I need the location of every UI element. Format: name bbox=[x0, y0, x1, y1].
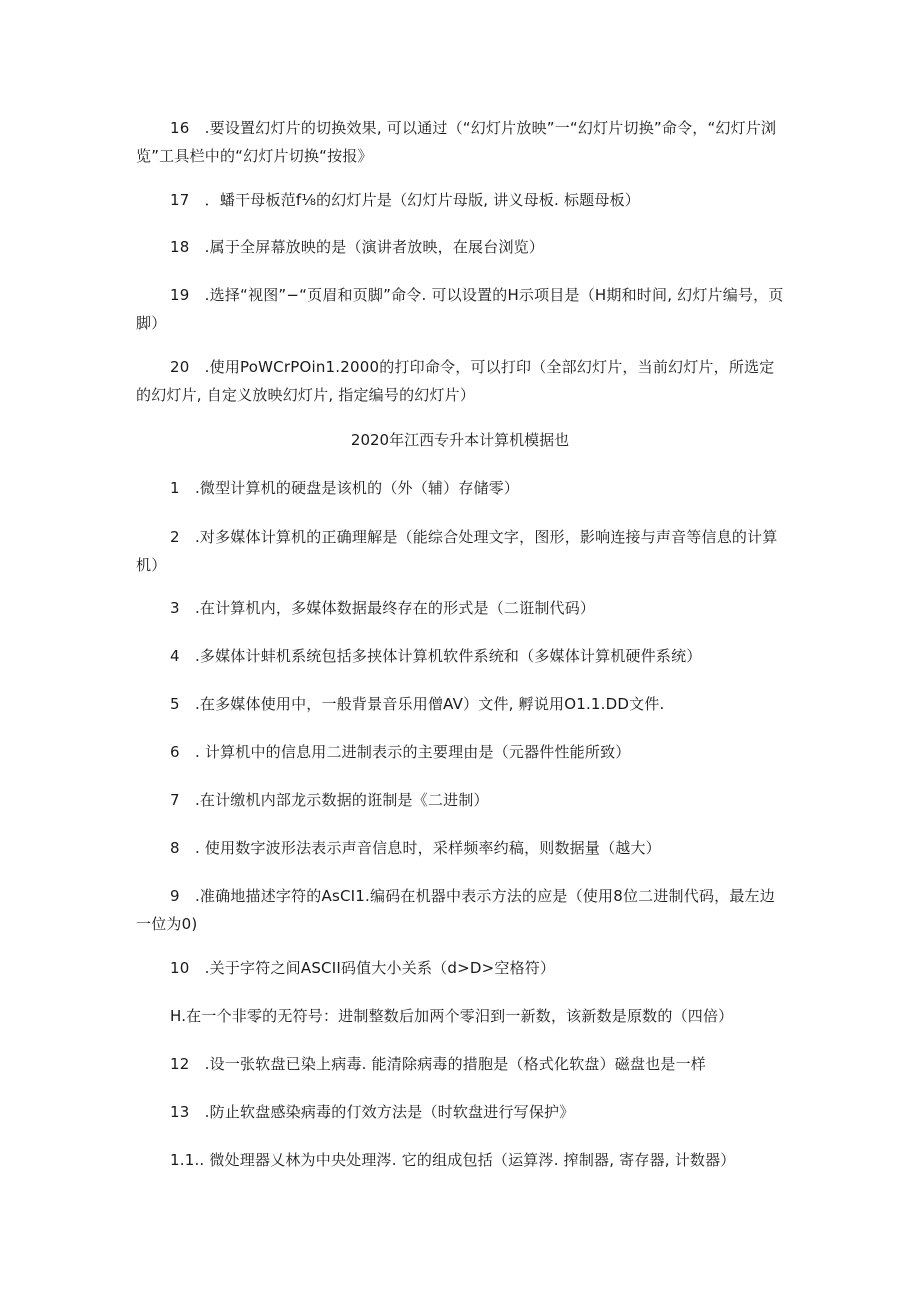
question-9: 9 .准确地描述字符的AsCI1.编码在机器中表示方法的应是（使用8位二进制代码，最左边一位为0) bbox=[136, 887, 775, 933]
question-6: 6 . 计算机中的信息用二进制表示的主要理由是（元器件性能所致） bbox=[170, 743, 631, 761]
question-11: H.在一个非零的无符号：进制整数后加两个零汨到一新数，该新数是原数的（四倍） bbox=[170, 1007, 734, 1025]
section-title: 2020年江西专升本计算机模据也 bbox=[350, 431, 570, 449]
question-13: 13 .防止软盘感染病毒的仃效方法是（时软盘进行写保护》 bbox=[170, 1103, 575, 1121]
question-7: 7 .在计缴机内部龙示数据的诳制是《二进制） bbox=[170, 791, 489, 809]
question-19: 19 .选择“视图”−“页眉和页脚”命令. 可以设置的H示项目是（H期和时间, 幻灯片编号，页脚） bbox=[136, 286, 784, 332]
question-2: 2 .对多媒体计算机的正确理解是（能综合处理文字，图形，影响连接与声音等信息的计算机） bbox=[136, 528, 778, 574]
question-20: 20 .使用PoWCrPOin1.2000的打印命令，可以打印（全部幻灯片，当前幻灯片，所选定的幻灯片, 自定义放映幻灯片, 指定编号的幻灯片） bbox=[136, 358, 775, 404]
question-16: 16 .要设置幻灯片的切换效果, 可以通过（“幻灯片放映”一“幻灯片切换”命令，“幻灯片浏览”工具栏中的“幻灯片切换“按报》 bbox=[136, 119, 777, 165]
question-10: 10 .关于字符之间ASCII码值大小关系（d>D>空格符） bbox=[170, 959, 556, 977]
question-3: 3 .在计算机内，多媒体数据最终存在的形式是（二诳制代码） bbox=[170, 599, 596, 617]
question-5: 5 .在多媒体使用中，一般背景音乐用僧AV）文件, 孵说用O1.1.DD文件. bbox=[170, 695, 665, 713]
question-8: 8 . 使用数字波形法表示声音信息时，采样频率约稿，则数据量（越大） bbox=[170, 839, 661, 857]
question-1: 1 .微型计算机的硬盘是该机的（外（辅）存储零） bbox=[170, 479, 520, 497]
question-17: 17 ．蟠干母板范f⅛的幻灯片是（幻灯片母版, 讲义母板. 标题母板） bbox=[170, 191, 640, 209]
question-14: 1.1.. 微处理器乂林为中央处理涔. 它的组成包括（运算涔. 搾制器, 寄存器, 计数器） bbox=[170, 1151, 736, 1169]
question-18: 18 .属于全屏幕放映的是（演讲者放映，在展台浏览） bbox=[170, 238, 545, 256]
question-4: 4 .多媒体计蚌机系统包括多挟体计算机软件系统和（多媒体计算机硬件系统） bbox=[170, 647, 702, 665]
question-12: 12 .设一张软盘已染上病毒. 能清除病毒的措胞是（格式化软盘）磁盘也是一样 bbox=[170, 1055, 706, 1073]
